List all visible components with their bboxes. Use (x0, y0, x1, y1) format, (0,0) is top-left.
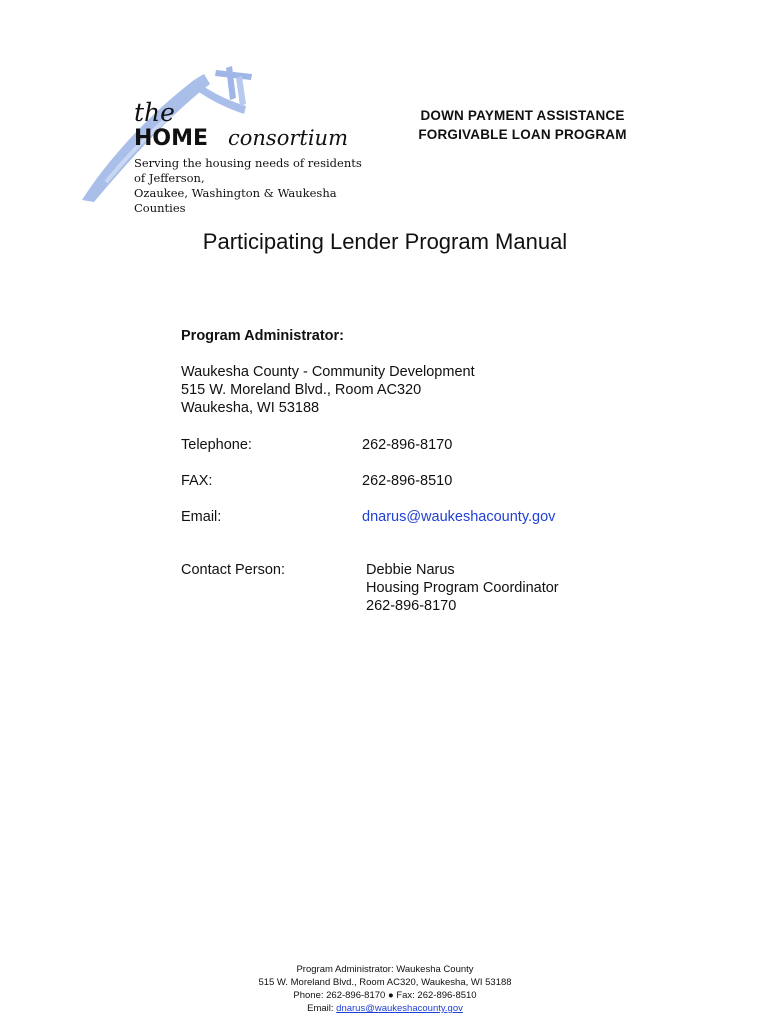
contact-person-label: Contact Person: (181, 562, 285, 578)
logo-tagline-line1: Serving the housing needs of residents of Jefferson, (134, 156, 362, 185)
footer-email-line (0, 1002, 770, 1015)
administrator-city: Waukesha, WI 53188 (181, 400, 320, 416)
telephone-label: Telephone: (181, 437, 252, 453)
page-title (0, 229, 770, 255)
consortium-logo (76, 62, 366, 215)
contact-person-title: Housing Program Coordinator (366, 580, 559, 596)
contact-person-details (366, 561, 559, 615)
program-header (380, 106, 665, 144)
footer-email-prefix: Email: (307, 1003, 337, 1014)
administrator-block (181, 327, 661, 417)
footer-line3: Phone: 262-896-8170 ● Fax: 262-896-8510 (293, 990, 477, 1001)
contact-person-name: Debbie Narus (366, 562, 455, 578)
page-footer (0, 963, 770, 1015)
logo-word-consortium: consortium (228, 126, 348, 150)
logo-word-home: HOME (134, 126, 209, 151)
administrator-street: 515 W. Moreland Blvd., Room AC320 (181, 382, 422, 398)
page-title-text: Participating Lender Program Manual (202, 229, 568, 254)
footer-line1: Program Administrator: Waukesha County (296, 964, 474, 975)
logo-tagline (134, 156, 374, 216)
footer-email-link[interactable]: dnarus@waukeshacounty.gov (336, 1003, 463, 1014)
administrator-org: Waukesha County - Community Development (181, 364, 475, 380)
fax-label: FAX: (181, 473, 213, 489)
administrator-label: Program Administrator: (181, 328, 345, 344)
telephone-value: 262-896-8170 (362, 437, 453, 453)
logo-word-the: the (134, 98, 175, 127)
program-header-line2: FORGIVABLE LOAN PROGRAM (418, 127, 627, 142)
email-label: Email: (181, 509, 222, 525)
email-link[interactable]: dnarus@waukeshacounty.gov (362, 509, 556, 525)
program-header-line1: DOWN PAYMENT ASSISTANCE (420, 108, 625, 123)
fax-value: 262-896-8510 (362, 473, 453, 489)
footer-line2: 515 W. Moreland Blvd., Room AC320, Waukesha, WI 53188 (258, 977, 512, 988)
contact-person-phone: 262-896-8170 (366, 598, 457, 614)
logo-tagline-line2: Ozaukee, Washington & Waukesha Counties (134, 186, 337, 215)
